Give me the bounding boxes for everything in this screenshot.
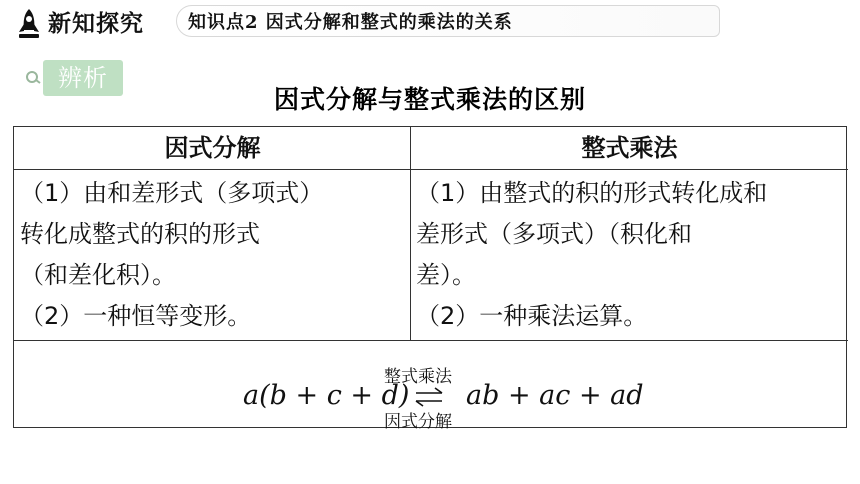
formula-divider xyxy=(14,340,848,341)
factorization-description: （1）由和差形式（多项式） 转化成整式的积的形式 （和差化积）。 （2）一种恒等变形。 xyxy=(20,179,324,330)
formula-product: a(b + c + d) xyxy=(243,380,410,411)
page-title: 因式分解与整式乘法的区别 xyxy=(273,85,586,114)
arrow-label-factorization: 因式分解 xyxy=(384,412,452,432)
topic-title: 知识点2 因式分解和整式的乘法的关系 xyxy=(188,12,513,33)
reversible-arrow-icon xyxy=(413,386,445,408)
section-brand: 新知探究 xyxy=(48,10,144,37)
formula-sum: ab + ac + ad xyxy=(466,380,644,411)
arrow-label-multiplication: 整式乘法 xyxy=(384,367,452,387)
rocket-icon xyxy=(16,8,42,40)
header-multiplication: 整式乘法 xyxy=(581,134,678,162)
column-divider xyxy=(410,127,411,340)
header-factorization: 因式分解 xyxy=(164,134,261,162)
multiplication-description: （1）由整式的积的形式转化成和 差形式（多项式）（积化和 差）。 （2）一种乘法运算。 xyxy=(416,179,768,330)
header-divider xyxy=(14,169,848,170)
analysis-badge: 辨析 xyxy=(43,60,123,96)
